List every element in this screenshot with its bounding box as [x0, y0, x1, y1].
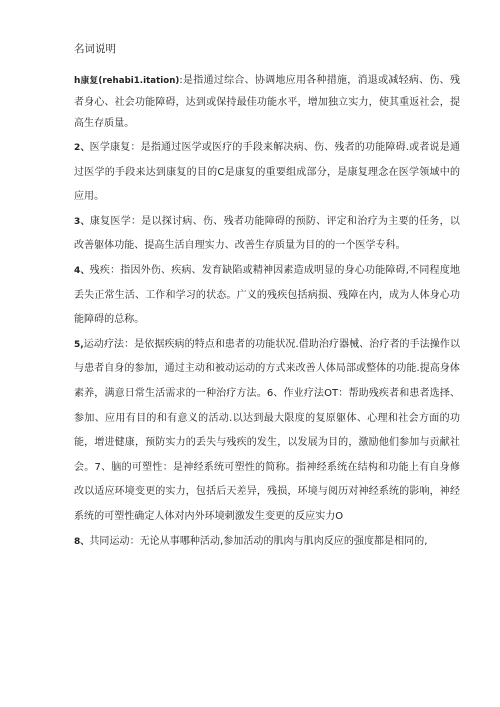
definition-text: 共同运动：无论从事哪种活动,参加活动的肌肉与肌肉反应的强度都是相同的, [89, 535, 428, 547]
paragraph-number: 3、 [74, 216, 90, 227]
definition-paragraph-8 [74, 530, 460, 555]
definition-text: 康复医学：是以探讨病、伤、残者功能障碍的预防、评定和治疗为主要的任务，以改善躯体功能、提高生活自理实力、改善生存质量为目的的一个医学专科。 [74, 215, 460, 252]
definition-text: :是指通过综合、协调地应用各种措施，消退或减轻病、伤、残者身心、社会功能障碍，达到或保持最佳功能水平，增加独立实力，使其重返社会，提高生存质量。 [74, 75, 460, 129]
paragraph-number: 5, [74, 339, 84, 350]
paragraph-number: h [74, 76, 81, 86]
definition-text: 运动疗法：是依据疾病的特点和患者的功能状况.借助治疗器械、治疗者的手法操作以与患者自身的参加，通过主动和被动运动的方式来改善人体局部或整体的功能.提高身体素养，满意日常生活需求的一种治疗方法。6、作业疗法OT：帮助残疾者和患者选择、参加、应用有目的和有意义的活动.以达到最大限度的复原躯体、心理和社会方面的功能，增进健康，预防实力的丢失与残疾的发生，以发展为目的，激励他们参加与贡献社会。7、脑的可塑性：是神经系统可塑性的简称。指神经系统在结构和功能上有自身修改以适应环境变更的实力，包括后天差异，残损，环境与阅历对神经系统的影响，神经系统的可塑性确定人体对内外环境剌激发生变更的反应实力O [74, 338, 460, 522]
paragraph-number: 4、 [74, 265, 90, 276]
definition-text: 残疾：指因外伤、疾病、发育缺陷或精神因素造成明显的身心功能障碍,不同程度地丢失正常生活、工作和学习的状态。广义的残疾包括病损、残障在内，成为人体身心功能障碍的总称。 [74, 264, 460, 326]
definition-paragraph-1 [74, 70, 460, 134]
definition-paragraph-2 [74, 136, 460, 210]
paragraph-number: 2、 [74, 143, 90, 153]
definition-paragraph-4 [74, 259, 460, 333]
definition-term: 康复(rehabi1.itation) [80, 76, 180, 86]
definition-paragraph-5 [74, 333, 460, 530]
paragraph-number: 8、 [74, 536, 90, 547]
document-heading: 名词说明 [74, 43, 116, 55]
definition-paragraph-3 [74, 210, 460, 259]
definition-text: 医学康复：是指通过医学或医疗的手段来解决病、伤、残者的功能障碍.或者说是通过医学的手段来达到康复的目的C是康复的重要组成部分，是康复理念在医学领域中的应用。 [74, 142, 460, 203]
